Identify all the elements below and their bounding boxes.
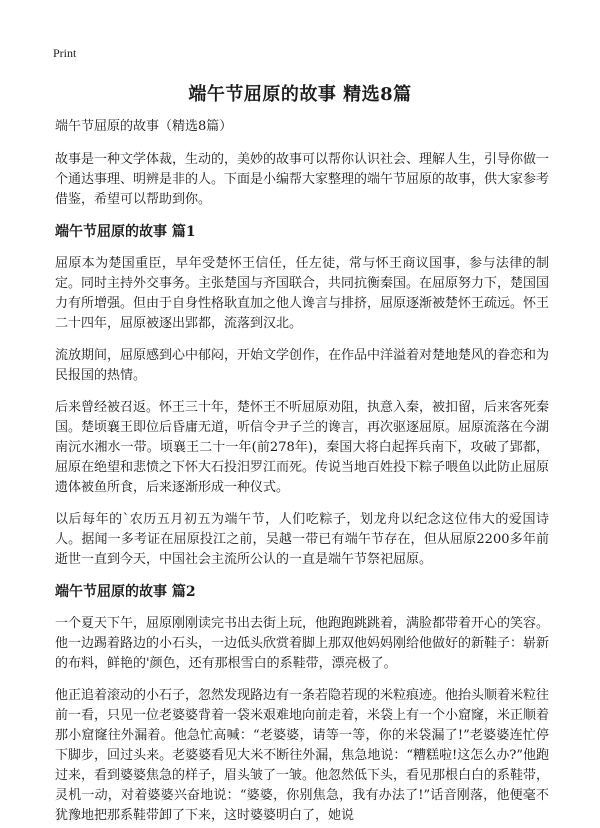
section-heading: 端午节屈原的故事 篇1 <box>55 224 196 240</box>
paragraph: 后来曾经被召返。怀王三十年，楚怀王不听屈原劝阻，执意入秦，被扣留，后来客死秦国。楚顷襄王即位后昏庸无道，听信令尹子兰的谗言，再次驱逐屈原。屈原流落在今湖南沅水湘水一带。顷襄王二十一年(前278年)，秦国大将白起挥兵南下，攻破了郢都，屈原在绝望和悲愤之下怀大石投汨罗江而死。传说当地百姓投下粽子喂鱼以此防止屈原遗体被鱼所食，后来逐渐形成一种仪式。 <box>55 400 550 495</box>
section-heading: 端午节屈原的故事 篇2 <box>55 584 196 600</box>
section-1 <box>55 222 549 570</box>
paragraph: 一个夏天下午，屈原刚刚读完书出去街上玩，他跑跑跳跳着，满脸都带着开心的笑容。他一边踢着路边的小石头，一边低头欣赏着脚上那双他妈妈刚给他做好的新鞋子：崭新的布料，鲜艳的'颜色，还有那根雪白的系鞋带，漂亮极了。 <box>55 616 550 671</box>
page-title: 端午节屈原的故事 精选8篇 <box>188 84 412 105</box>
paragraph: 屈原本为楚国重臣，早年受楚怀王信任，任左徒，常与怀王商议国事，参与法律的制定。同时主持外交事务。主张楚国与齐国联合，共同抗衡秦国。在屈原努力下，楚国国力有所增强。但由于自身性格耿直加之他人谗言与排挤，屈原逐渐被楚怀王疏远。怀王二十四年，屈原被逐出郢都，流落到汉北。 <box>55 256 550 331</box>
section-2 <box>55 582 549 826</box>
intro-paragraph: 故事是一种文学体裁，生动的，美妙的故事可以帮你认识社会、理解人生，引导你做一个通达事理、明辨是非的人。下面是小编帮大家整理的端午节屈原的故事，供大家参考借鉴，希望可以帮助到你。 <box>55 152 550 207</box>
paragraph: 以后每年的`农历五月初五为端午节，人们吃粽子，划龙舟以纪念这位伟大的爱国诗人。据闻一多考证在屈原投江之前，吴越一带已有端午节存在，但从屈原2200多年前逝世一直到今天，中国社会主流所公认的一直是端午节祭祀屈原。 <box>55 512 549 567</box>
article-subtitle: 端午节屈原的故事（精选8篇） <box>55 119 233 134</box>
paragraph: 流放期间，屈原感到心中郁闷，开始文学创作，在作品中洋溢着对楚地楚风的眷恋和为民报国的热情。 <box>55 348 550 383</box>
paragraph: 他正追着滚动的小石子，忽然发现路边有一条若隐若现的米粒痕迹。他抬头顺着米粒往前一看，只见一位老婆婆背着一袋米艰难地向前走着，米袋上有一个小窟窿，米正顺着那小窟窿往外漏着。他急忙高喊：“老婆婆，请等一等，你的米袋漏了!”老婆婆连忙停下脚步，回过头来。老婆婆看见大米不断往外漏，焦急地说：“糟糕啦!这怎么办?”他跑过来，看到婆婆焦急的样子，眉头皱了一皱。他忽然低下头，看见那根白白的系鞋带，灵机一动，对着婆婆兴奋地说：“婆婆，你别焦急，我有办法了!”话音刚落，他便毫不犹豫地把那系鞋带卸了下来，这时婆婆明白了，她说 <box>55 688 550 823</box>
article-body <box>55 118 549 828</box>
print-link[interactable]: Print <box>53 46 77 60</box>
